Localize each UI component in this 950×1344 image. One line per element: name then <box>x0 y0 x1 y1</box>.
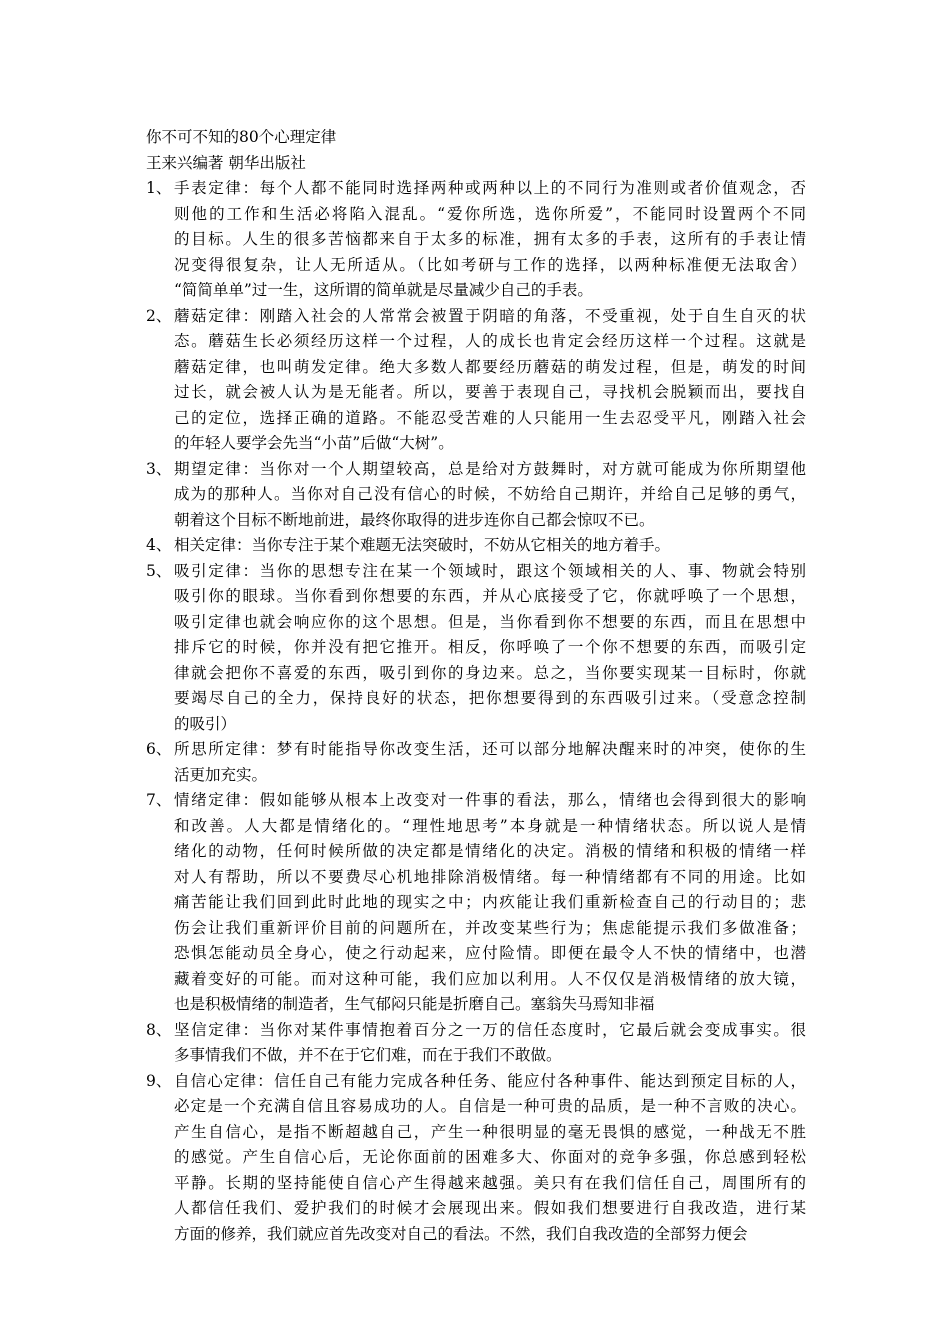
item-number: 4、 <box>146 536 172 554</box>
item-text-line: 要竭尽自己的全力，保持良好的状态，把你想要得到的东西吸引过来。（受意念控制 <box>174 689 806 707</box>
item-number: 2、 <box>146 306 172 325</box>
item-text-line: 自信心定律：信任自己有能力完成各种任务、能应付各种事件、能达到预定目标的人， <box>174 1071 806 1090</box>
item-text-line: 人都信任我们、爱护我们的时候才会展现出来。假如我们想要进行自我改造，进行某 <box>174 1199 806 1217</box>
item-text-line: 吸引你的眼球。当你看到你想要的东西，并从心底接受了它，你就呼唤了一个思想， <box>174 587 806 605</box>
item-text-line: 期望定律：当你对一个人期望较高，总是给对方鼓舞时，对方就可能成为你所期望他 <box>174 459 806 478</box>
item-text-line: 吸引定律也就会响应你的这个思想。但是，当你看到你不想要的东西，而且在思想中 <box>174 612 806 631</box>
item-text-line: 痛苦能让我们回到此时此地的现实之中；内疚能让我们重新检查自己的行动目的；悲 <box>174 893 806 911</box>
item-text-line: 己的定位，选择正确的道路。不能忍受苦难的人只能用一生去忍受平凡，刚踏入社会 <box>174 408 806 427</box>
item-text-line: 的目标。人生的很多苦恼都来自于太多的标准，拥有太多的手表，这所有的手表让情 <box>174 230 806 248</box>
item-text-line: 的感觉。产生自信心后，无论你面前的困难多大、你面对的竞争多强，你总感到轻松 <box>174 1148 806 1166</box>
item-text-line: 伤会让我们重新评价目前的问题所在，并改变某些行为；焦虑能提示我们多做准备； <box>174 918 806 937</box>
item-text-line: 多事情我们不做，并不在于它们难，而在于我们不敢做。 <box>174 1046 562 1064</box>
item-text-line: 情绪定律：假如能够从根本上改变对一件事的看法，那么，情绪也会得到很大的影响 <box>174 791 806 809</box>
item-text-line: “简简单单”过一生，这所谓的简单就是尽量减少自己的手表。 <box>174 281 593 299</box>
item-text-line: 过长，就会被人认为是无能者。所以，要善于表现自己，寻找机会脱颖而出，要找自 <box>174 383 806 401</box>
item-text-line: 况变得很复杂，让人无所适从。（比如考研与工作的选择，以两种标准便无法取舍） <box>174 255 806 274</box>
item-text-line: 相关定律：当你专注于某个难题无法突破时，不妨从它相关的地方着手。 <box>174 536 671 554</box>
item-text-line: 坚信定律：当你对某件事情抱着百分之一万的信任态度时，它最后就会变成事实。很 <box>174 1020 806 1039</box>
list-item <box>146 559 806 738</box>
item-text-line: 恐惧怎能动员全身心，使之行动起来，应付险情。即便在最令人不快的情绪中，也潜 <box>174 944 806 962</box>
item-text-line: 产生自信心，是指不断超越自己，产生一种很明显的毫无畏惧的感觉，一种战无不胜 <box>174 1122 806 1141</box>
item-text-line: 所思所定律：梦有时能指导你改变生活，还可以部分地解决醒来时的冲突，使你的生 <box>174 740 806 758</box>
item-text-line: 的吸引） <box>174 714 237 733</box>
item-text-line: 则他的工作和生活必将陷入混乱。“爱你所选，选你所爱”，不能同时设置两个不同 <box>174 204 806 223</box>
document-page <box>146 124 806 1247</box>
law-list <box>146 176 806 1247</box>
item-text-line: 蘑菇定律，也叫萌发定律。绝大多数人都要经历蘑菇的萌发过程，但是，萌发的时间 <box>174 357 806 376</box>
item-text-line: 和改善。人大都是情绪化的。“理性地思考”本身就是一种情绪状态。所以说人是情 <box>174 816 806 835</box>
item-number: 3、 <box>146 459 172 478</box>
item-text-line: 的年轻人要学会先当“小苗”后做“大树”。 <box>174 434 454 452</box>
list-item <box>146 533 806 559</box>
item-number: 5、 <box>146 561 172 580</box>
item-text-line: 朝着这个目标不断地前进，最终你取得的进步连你自己都会惊叹不已。 <box>174 510 655 529</box>
item-text-line: 态。蘑菇生长必须经历这样一个过程，人的成长也肯定会经历这样一个过程。这就是 <box>174 332 806 350</box>
item-number: 6、 <box>146 740 172 758</box>
item-text-line: 也是积极情绪的制造者，生气郁闷只能是折磨自己。塞翁失马焉知非福 <box>174 995 655 1013</box>
document-subtitle: 王来兴编著 朝华出版社 <box>146 154 306 172</box>
item-text-line: 律就会把你不喜爱的东西，吸引到你的身边来。总之，当你要实现某一目标时，你就 <box>174 663 806 682</box>
item-text-line: 蘑菇定律：刚踏入社会的人常常会被置于阴暗的角落，不受重视，处于自生自灭的状 <box>174 306 806 325</box>
document-title: 你不可不知的80个心理定律 <box>146 128 337 146</box>
list-item <box>146 1018 806 1069</box>
item-text-line: 藏着变好的可能。而对这种可能，我们应加以利用。人不仅仅是消极情绪的放大镜， <box>174 969 806 988</box>
list-item <box>146 788 806 1018</box>
list-item <box>146 457 806 534</box>
list-item <box>146 176 806 304</box>
item-text-line: 平静。长期的坚持能使自信心产生得越来越强。美只有在我们信任自己，周围所有的 <box>174 1173 806 1192</box>
item-text-line: 活更加充实。 <box>174 765 268 784</box>
list-item <box>146 1069 806 1248</box>
item-text-line: 吸引定律：当你的思想专注在某一个领域时，跟这个领域相关的人、事、物就会特别 <box>174 561 806 580</box>
item-text-line: 排斥它的时候，你并没有把它推开。相反，你呼唤了一个你不想要的东西，而吸引定 <box>174 638 806 656</box>
item-number: 7、 <box>146 791 172 809</box>
list-item <box>146 737 806 788</box>
item-number: 1、 <box>146 179 172 197</box>
item-text-line: 必定是一个充满自信且容易成功的人。自信是一种可贵的品质，是一种不言败的决心。 <box>174 1097 806 1115</box>
list-item <box>146 304 806 457</box>
item-text-line: 成为的那种人。当你对自己没有信心的时候，不妨给自己期许，并给自己足够的勇气， <box>174 485 806 503</box>
item-number: 9、 <box>146 1071 172 1090</box>
item-number: 8、 <box>146 1020 172 1039</box>
item-text-line: 对人有帮助，所以不要费尽心机地排除消极情绪。每一种情绪都有不同的用途。比如 <box>174 867 806 886</box>
item-text-line: 绪化的动物，任何时候所做的决定都是情绪化的决定。消极的情绪和积极的情绪一样 <box>174 842 806 860</box>
item-text-line: 方面的修养，我们就应首先改变对自己的看法。不然，我们自我改造的全部努力便会 <box>174 1224 748 1243</box>
item-text-line: 手表定律：每个人都不能同时选择两种或两种以上的不同行为准则或者价值观念，否 <box>174 179 806 197</box>
